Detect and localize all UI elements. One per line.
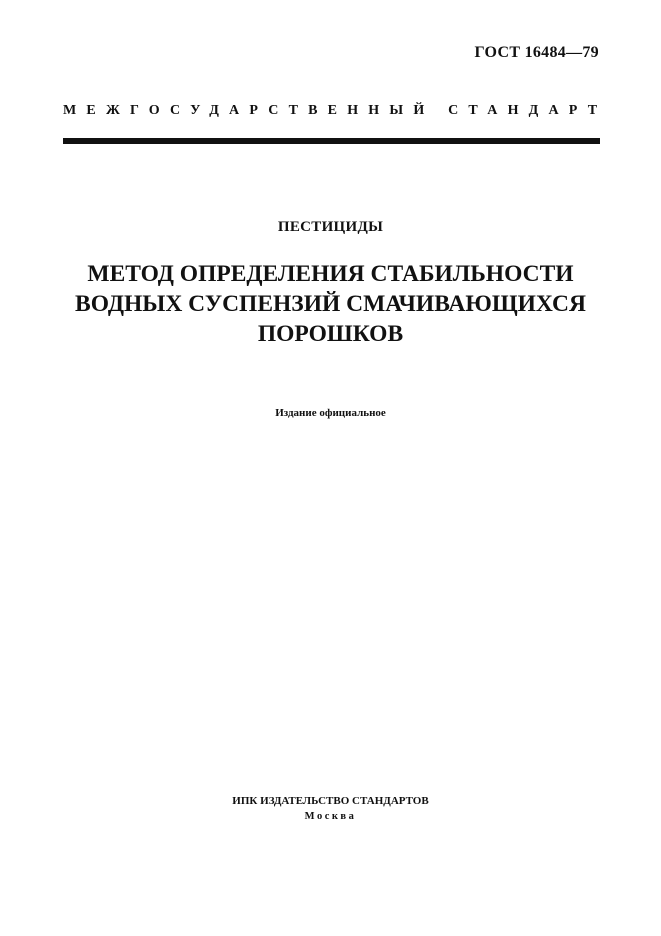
title-line: ВОДНЫХ СУСПЕНЗИЙ СМАЧИВАЮЩИХСЯ [75, 291, 586, 317]
publisher-name: ИПК ИЗДАТЕЛЬСТВО СТАНДАРТОВ [232, 795, 429, 807]
title-line: МЕТОД ОПРЕДЕЛЕНИЯ СТАБИЛЬНОСТИ [87, 261, 574, 287]
header-divider [63, 138, 600, 144]
document-title [40, 259, 621, 349]
publisher-city: Москва [304, 811, 357, 822]
edition-note: Издание официальное [275, 407, 386, 419]
title-line: ПОРОШКОВ [257, 321, 404, 347]
document-subject: ПЕСТИЦИДЫ [277, 219, 384, 235]
standard-type-heading: МЕЖГОСУДАРСТВЕННЫЙ СТАНДАРТ [63, 103, 608, 118]
document-number: ГОСТ 16484—79 [474, 44, 599, 61]
